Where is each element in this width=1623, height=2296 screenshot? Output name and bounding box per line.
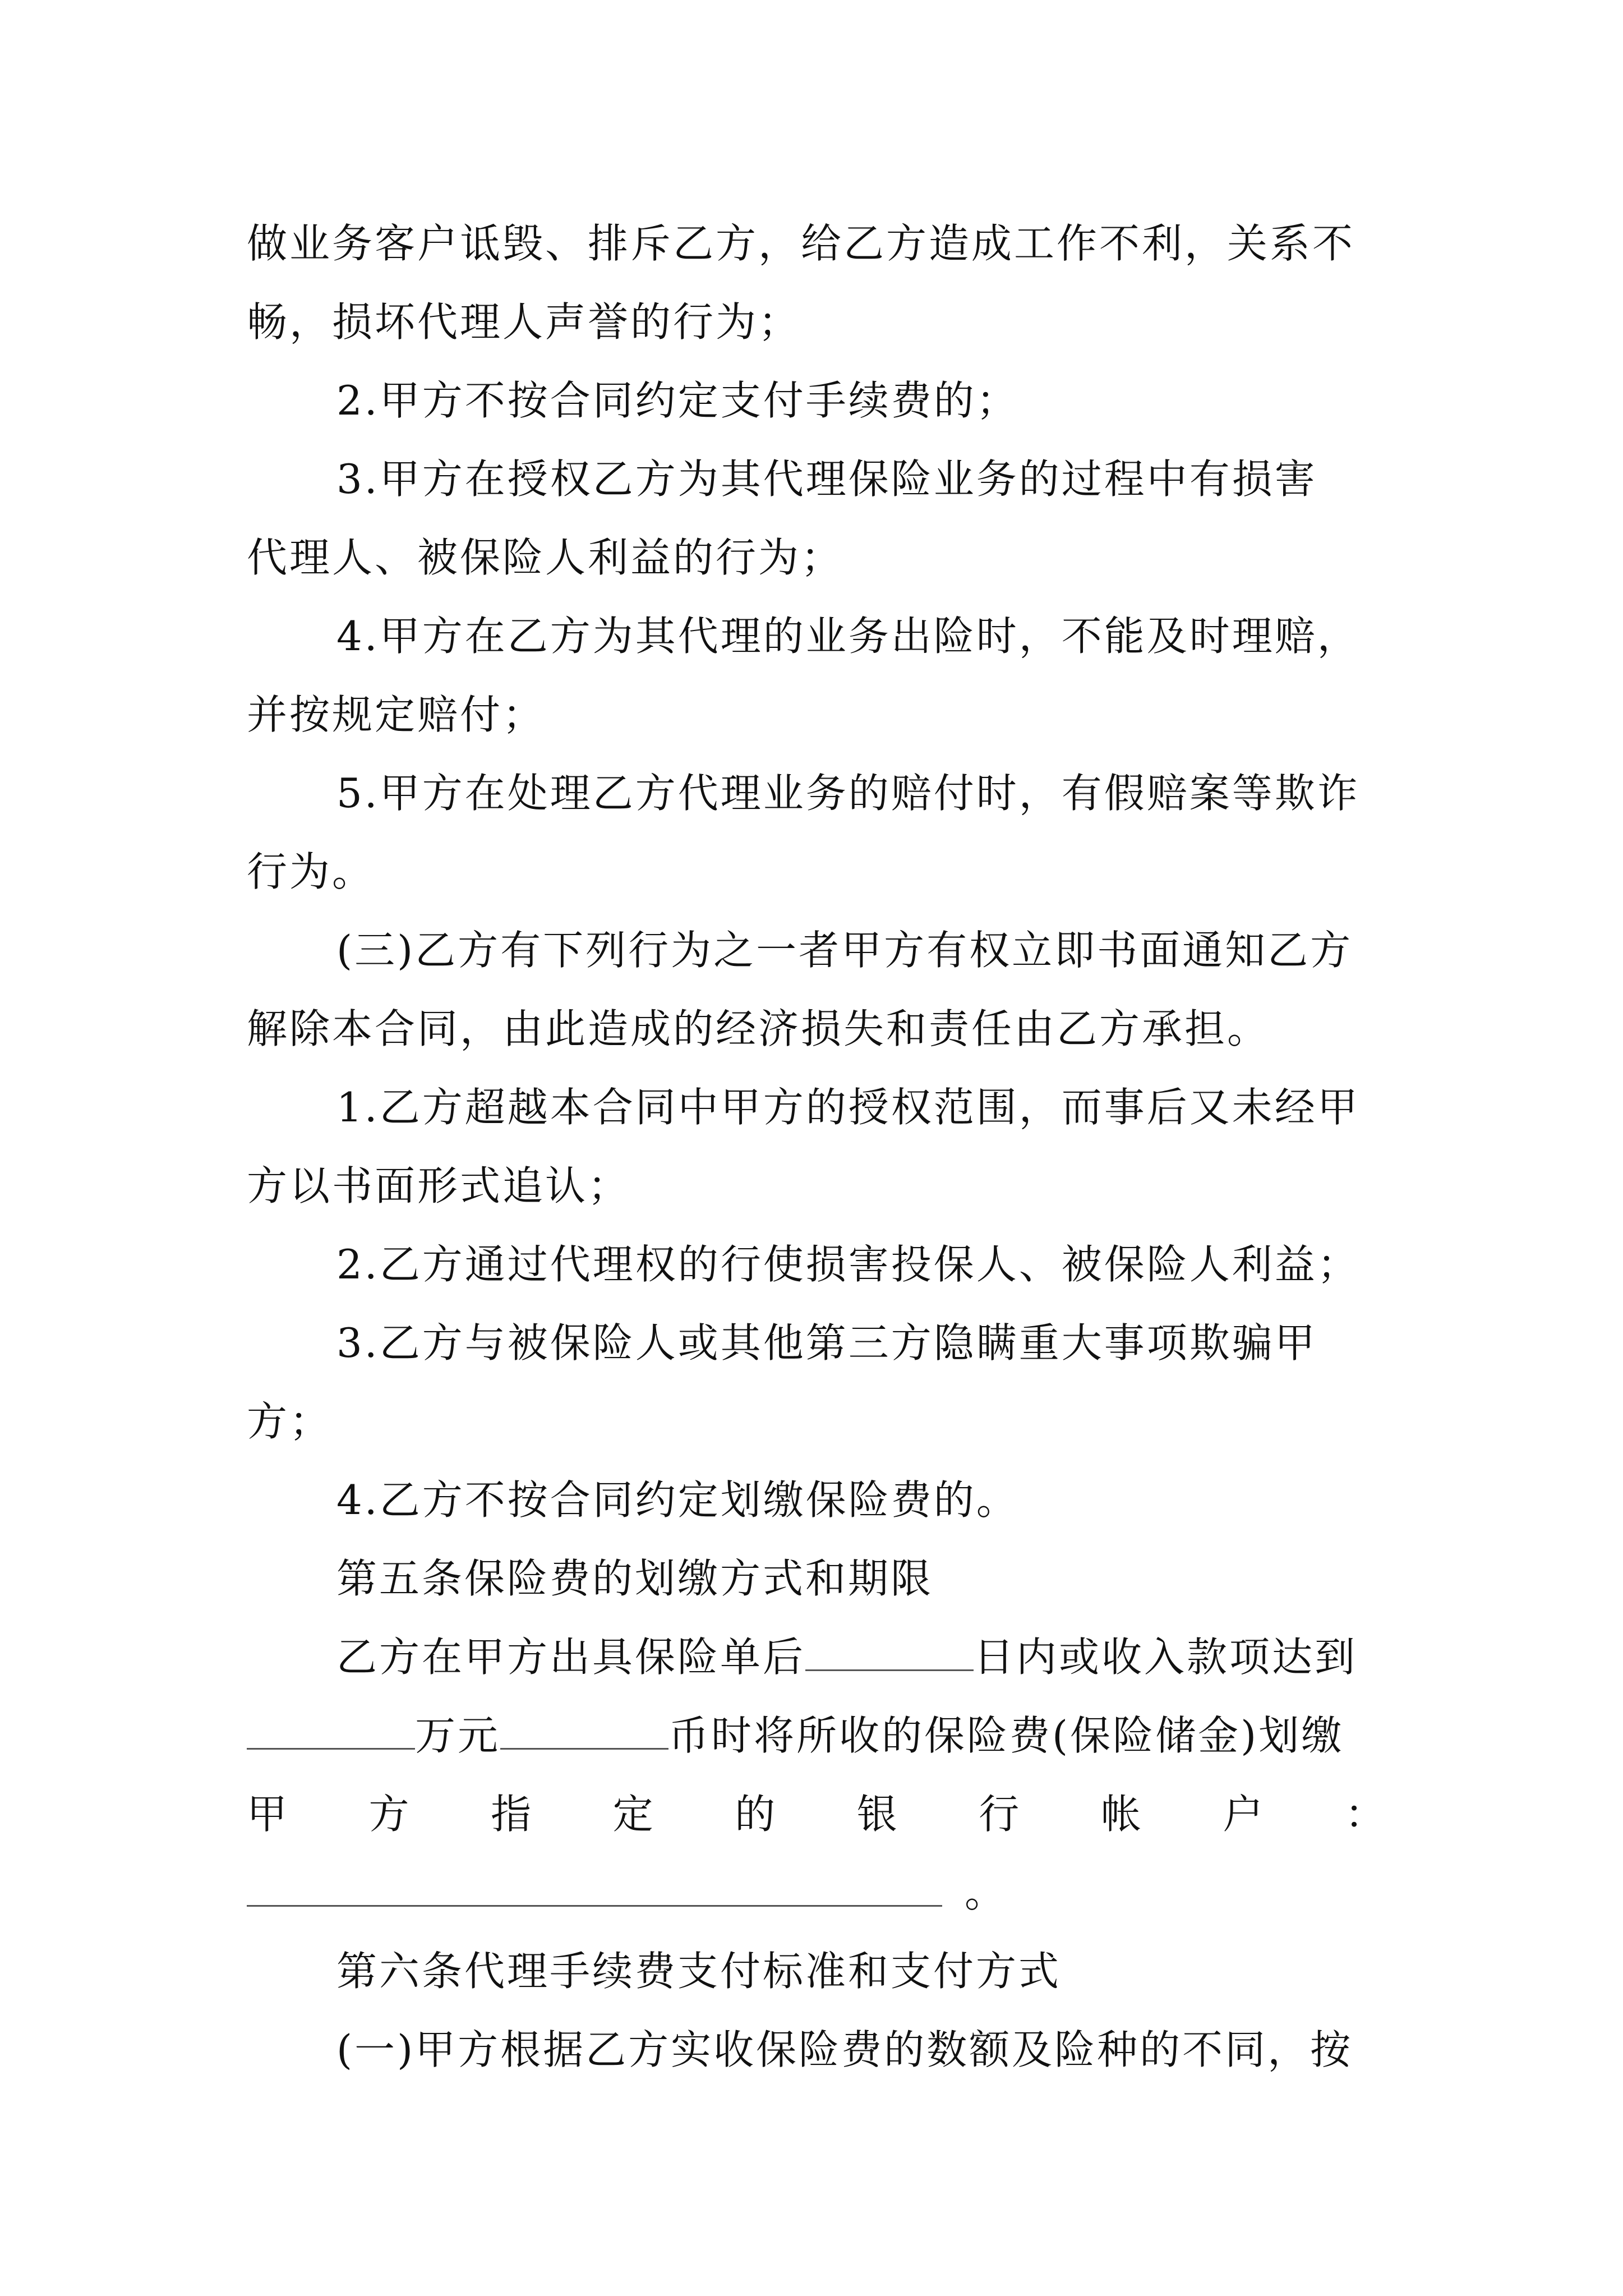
paragraph-line: 并按规定赔付； bbox=[247, 691, 546, 738]
spread-char: 指 bbox=[491, 1791, 532, 1838]
spread-char: 户 bbox=[1223, 1791, 1264, 1838]
spread-char: 定 bbox=[612, 1791, 653, 1838]
blank-field[interactable] bbox=[247, 1709, 415, 1750]
section-heading: 第六条代理手续费支付标准和支付方式 bbox=[336, 1948, 1062, 1995]
paragraph-line: 3.甲方在授权乙方为其代理保险业务的过程中有损害 bbox=[336, 455, 1317, 503]
paragraph-line: 代理人、被保险人利益的行为； bbox=[247, 534, 844, 581]
paragraph-line: (三)乙方有下列行为之一者甲方有权立即书面通知乙方 bbox=[336, 927, 1353, 974]
spread-char: 甲 bbox=[247, 1791, 288, 1838]
account-blank-field[interactable] bbox=[247, 1866, 942, 1907]
spread-char: 行 bbox=[979, 1791, 1020, 1838]
section-heading: 第五条保险费的划缴方式和期限 bbox=[336, 1555, 934, 1602]
fill-in-line bbox=[336, 1630, 1385, 1684]
fill-text: 。 bbox=[965, 1869, 1008, 1916]
fill-in-line bbox=[247, 1709, 1385, 1763]
paragraph-line: 做业务客户诋毁、排斥乙方，给乙方造成工作不利，关系不 bbox=[247, 220, 1355, 267]
paragraph-line: 1.乙方超越本合同中甲方的授权范围，而事后又未经甲 bbox=[336, 1084, 1360, 1131]
paragraph-line: 方； bbox=[247, 1398, 333, 1445]
spread-char: 银 bbox=[856, 1791, 897, 1838]
paragraph-line: 2.乙方通过代理权的行使损害投保人、被保险人利益； bbox=[336, 1241, 1360, 1288]
paragraph-line: 行为。 bbox=[247, 848, 375, 895]
paragraph-line: 4.甲方在乙方为其代理的业务出险时，不能及时理赔， bbox=[336, 613, 1360, 660]
fill-in-line bbox=[247, 1866, 1385, 1920]
paragraph-line: 5.甲方在处理乙方代理业务的赔付时，有假赔案等欺诈 bbox=[336, 770, 1360, 817]
fill-text: 万元 bbox=[415, 1712, 501, 1759]
spread-char: ： bbox=[1344, 1791, 1385, 1838]
spread-char: 帐 bbox=[1100, 1791, 1141, 1838]
blank-field[interactable] bbox=[500, 1709, 668, 1750]
fill-text: 币时将所收的保险费(保险储金)划缴 bbox=[668, 1712, 1344, 1759]
blank-field[interactable] bbox=[805, 1630, 974, 1671]
paragraph-line: 4.乙方不按合同约定划缴保险费的。 bbox=[336, 1476, 1019, 1524]
paragraph-line: 畅，损坏代理人声誉的行为； bbox=[247, 298, 801, 346]
fill-text: 日内或收入款项达到 bbox=[974, 1634, 1358, 1681]
paragraph-line: 解除本合同，由此造成的经济损失和责任由乙方承担。 bbox=[247, 1005, 1270, 1052]
spread-line bbox=[247, 1787, 1385, 1841]
paragraph-line: 方以书面形式追认； bbox=[247, 1162, 631, 1209]
spread-char: 的 bbox=[735, 1791, 776, 1838]
paragraph-line: 2.甲方不按合同约定支付手续费的； bbox=[336, 377, 1019, 424]
fill-text: 乙方在甲方出具保险单后 bbox=[336, 1634, 806, 1681]
paragraph-line: 3.乙方与被保险人或其他第三方隐瞒重大事项欺骗甲 bbox=[336, 1319, 1317, 1366]
paragraph-line: (一)甲方根据乙方实收保险费的数额及险种的不同，按 bbox=[336, 2026, 1353, 2073]
spread-char: 方 bbox=[368, 1791, 409, 1838]
